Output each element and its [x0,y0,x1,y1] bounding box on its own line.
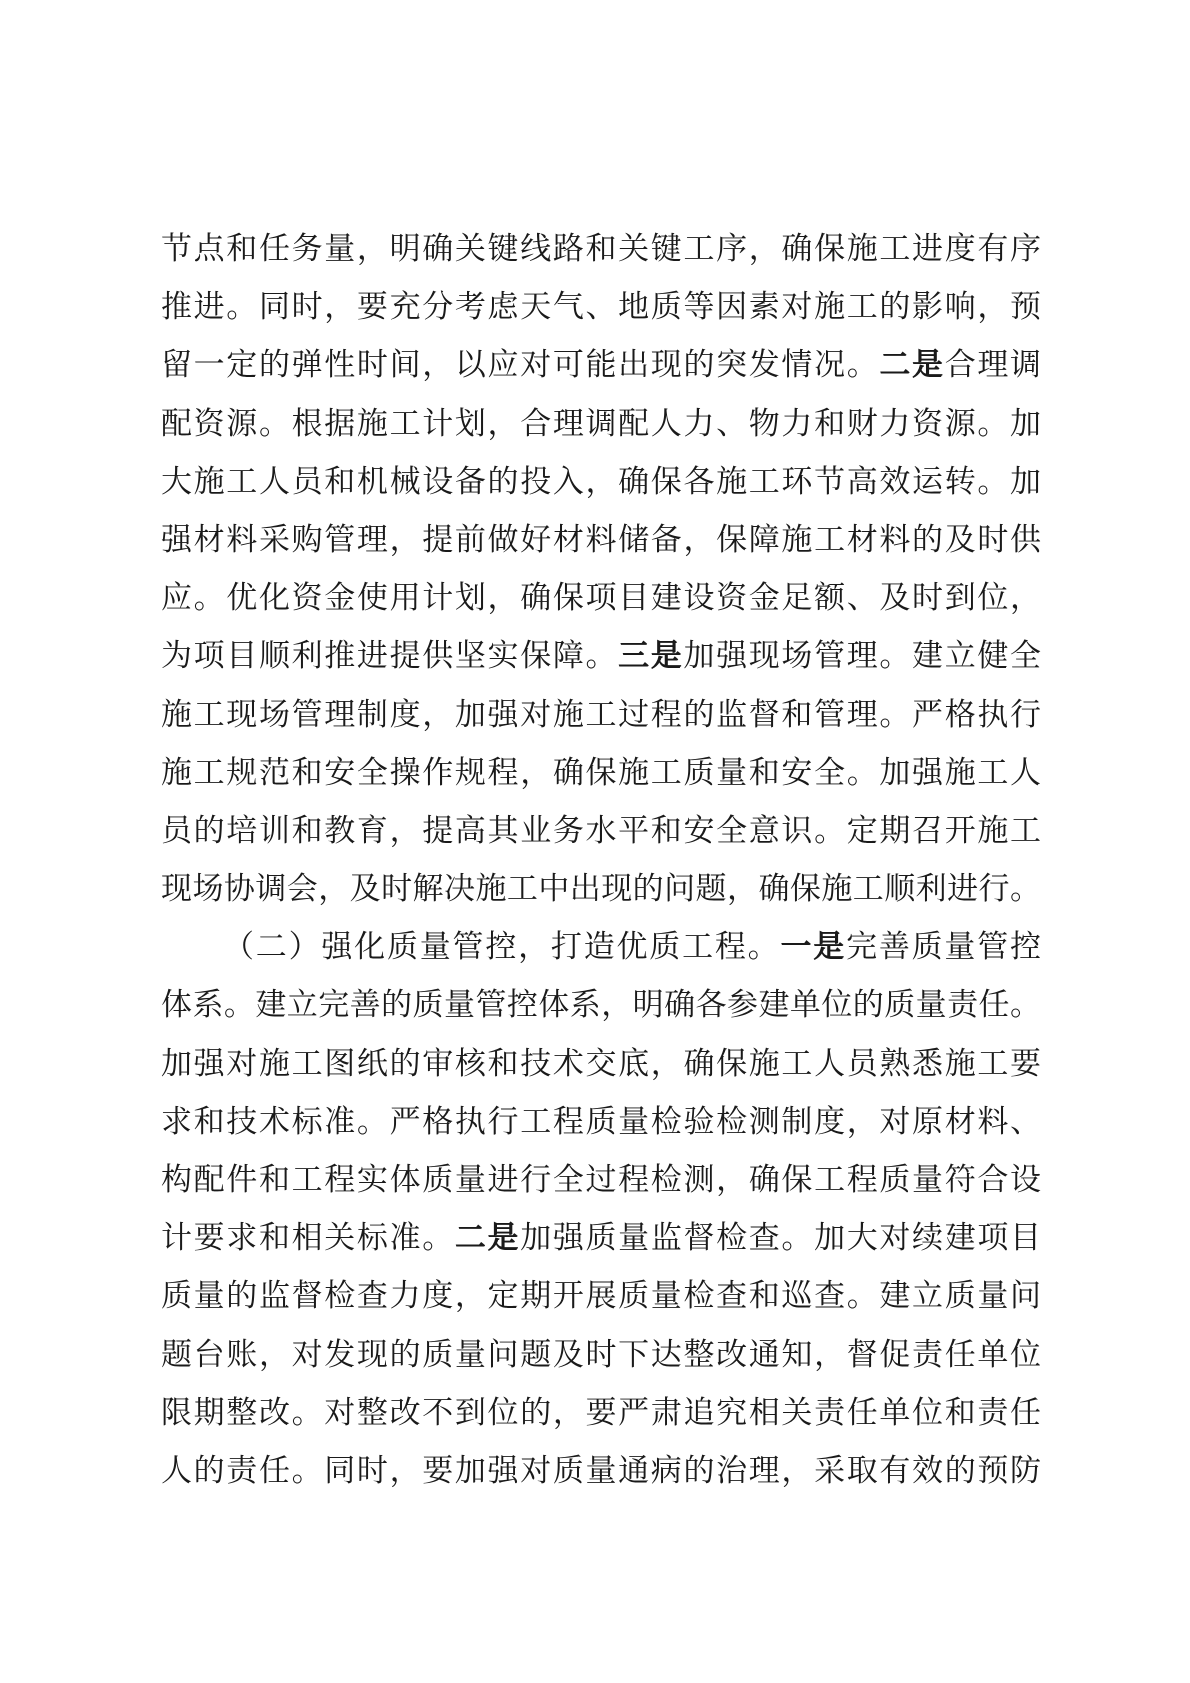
text-line [161,1384,1041,1442]
text-line [161,1151,1041,1209]
text-run: 完善质量管控 [846,929,1042,966]
text-line [161,918,1041,976]
text-line [161,336,1041,394]
text-run: 题台账，对发现的质量问题及时下达整改通知，督促责任单位 [161,1336,1041,1373]
text-line [161,1442,1041,1500]
text-run: 员的培训和教育，提高其业务水平和安全意识。定期召开施工 [161,812,1041,849]
text-line [161,278,1041,336]
text-line [161,453,1041,511]
text-line [161,1209,1041,1267]
text-line [161,802,1041,860]
text-run: 质量的监督检查力度，定期开展质量检查和巡查。建立质量问 [161,1278,1041,1315]
emphasis-text: 一是 [780,929,847,966]
text-run: 推进。同时，要充分考虑天气、地质等因素对施工的影响，预 [161,289,1041,326]
text-line [161,744,1041,802]
emphasis-text: 三是 [618,638,684,675]
text-run: 施工规范和安全操作规程，确保施工质量和安全。加强施工人 [161,754,1041,791]
text-line [161,627,1041,685]
text-run: （二）强化质量管控，打造优质工程。 [223,929,781,966]
text-run: 大施工人员和机械设备的投入，确保各施工环节高效运转。加 [161,463,1041,500]
text-run: 加强对施工图纸的审核和技术交底，确保施工人员熟悉施工要 [161,1045,1041,1082]
text-line [161,1267,1041,1325]
text-line [161,511,1041,569]
text-run: 构配件和工程实体质量进行全过程检测，确保工程质量符合设 [161,1162,1041,1198]
text-run: 合理调 [944,347,1042,384]
text-line [161,1035,1041,1093]
text-run: 应。优化资金使用计划，确保项目建设资金足额、及时到位， [161,580,1041,617]
emphasis-text: 二是 [454,1220,521,1257]
body-text [161,220,1041,1500]
text-run: 计要求和相关标准。 [161,1220,455,1257]
text-line [161,569,1041,627]
text-run: 节点和任务量，明确关键线路和关键工序，确保施工进度有序 [161,231,1041,267]
emphasis-text: 二是 [879,347,945,384]
text-run: 人的责任。同时，要加强对质量通病的治理，采取有效的预防 [161,1452,1041,1489]
text-run: 加强质量监督检查。加大对续建项目 [520,1220,1042,1257]
text-run: 体系。建立完善的质量管控体系，明确各参建单位的质量责任。 [161,987,1041,1024]
text-line [161,395,1041,453]
text-line [161,686,1041,744]
text-run: 留一定的弹性时间，以应对可能出现的突发情况。 [161,347,880,384]
text-run: 求和技术标准。严格执行工程质量检验检测制度，对原材料、 [161,1103,1041,1140]
text-run: 配资源。根据施工计划，合理调配人力、物力和财力资源。加 [161,405,1041,442]
text-run: 强材料采购管理，提前做好材料储备，保障施工材料的及时供 [161,521,1041,558]
paragraph [161,220,1041,918]
text-run: 加强现场管理。建立健全 [683,638,1042,675]
text-line [161,1326,1041,1384]
text-line [161,1093,1041,1151]
text-run: 现场协调会，及时解决施工中出现的问题，确保施工顺利进行。 [161,871,1041,908]
text-run: 为项目顺利推进提供坚实保障。 [161,638,619,675]
text-run: 施工现场管理制度，加强对施工过程的监督和管理。严格执行 [161,696,1041,733]
paragraph [161,918,1041,1500]
text-line [161,220,1041,278]
text-run: 限期整改。对整改不到位的，要严肃追究相关责任单位和责任 [161,1394,1041,1431]
text-line [161,976,1041,1034]
text-line [161,860,1041,918]
